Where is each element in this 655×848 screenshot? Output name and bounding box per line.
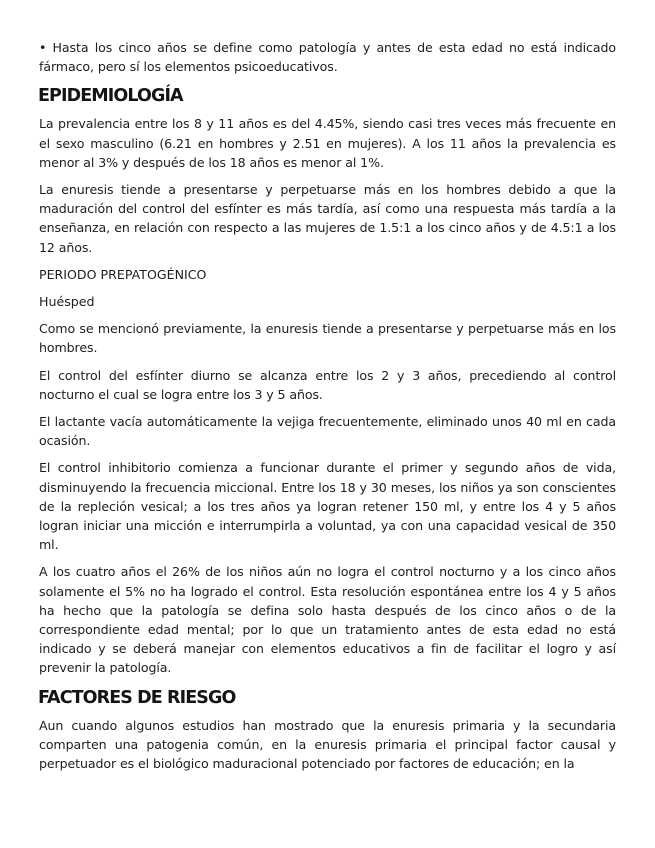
section-heading-epidemiologia: EPIDEMIOLOGÍA <box>38 86 183 107</box>
section-heading-factores-de-riesgo: FACTORES DE RIESGO <box>38 687 236 708</box>
paragraph-spontaneous-resolution: A los cuatro años el 26% de los niños aún no logra el control nocturno y a los cinco años solamente el 5% no ha logrado el control. Esta resolución espontánea entre los 4 y 5 años ha hecho que la patología se defina solo hasta después de los cinco años o de la correspondiente edad mental; por lo que un tratamiento antes de esta edad no está indicado y se deberá manejar con elementos educativos a fin de facilitar el logro y así prevenir la patología. <box>39 564 616 676</box>
paragraph-prevalence: La prevalencia entre los 8 y 11 años es del 4.45%, siendo casi tres veces más frecuente en el sexo masculino (6.21 en hombres y 2.51 en mujeres). A los 11 años la prevalencia es menor al 3% y después de los 18 años es menor al 1%. <box>39 116 616 170</box>
paragraph-risk-factors: Aun cuando algunos estudios han mostrado que la enuresis primaria y la secundaria comparten una patogenia común, en la enuresis primaria el principal factor causal y perpetuador es el biológico maduracional potenciado por factores de educación; en la <box>39 717 616 772</box>
paragraph-inhibitory-control: El control inhibitorio comienza a funcionar durante el primer y segundo años de vida, disminuyendo la frecuencia miccional. Entre los 18 y 30 meses, los niños ya son conscientes de la repleción vesical; a los tres años ya logran retener 150 ml, y entre los 4 y 5 años logran iniciar una micción e interrumpirla a voluntad, ya con una capacidad vesical de 350 ml. <box>39 460 616 553</box>
paragraph-infant-bladder: El lactante vacía automáticamente la vejiga frecuentemente, eliminado unos 40 ml en cada ocasión. <box>39 414 616 449</box>
subsection-label-huesped: Huésped <box>39 294 95 310</box>
paragraph-male-predominance: Como se mencionó previamente, la enuresis tiende a presentarse y perpetuarse más en los hombres. <box>39 321 616 356</box>
bullet-paragraph-diagnosis-age: • Hasta los cinco años se define como patología y antes de esta edad no está indicado fármaco, pero sí los elementos psicoeducativos. <box>39 40 616 75</box>
document-page <box>39 38 616 781</box>
subsection-label-periodo-prepatogenico: PERIODO PREPATOGÉNICO <box>39 266 207 282</box>
paragraph-sex-ratio: La enuresis tiende a presentarse y perpetuarse más en los hombres debido a que la maduración del control del esfínter es más tardía, así como una respuesta más tardía a la enseñanza, en relación con respecto a las mujeres de 1.5:1 a los cinco años y de 4.5:1 a los 12 años. <box>39 182 616 255</box>
paragraph-sphincter-control: El control del esfínter diurno se alcanza entre los 2 y 3 años, precediendo al control nocturno el cual se logra entre los 3 y 5 años. <box>39 367 616 402</box>
